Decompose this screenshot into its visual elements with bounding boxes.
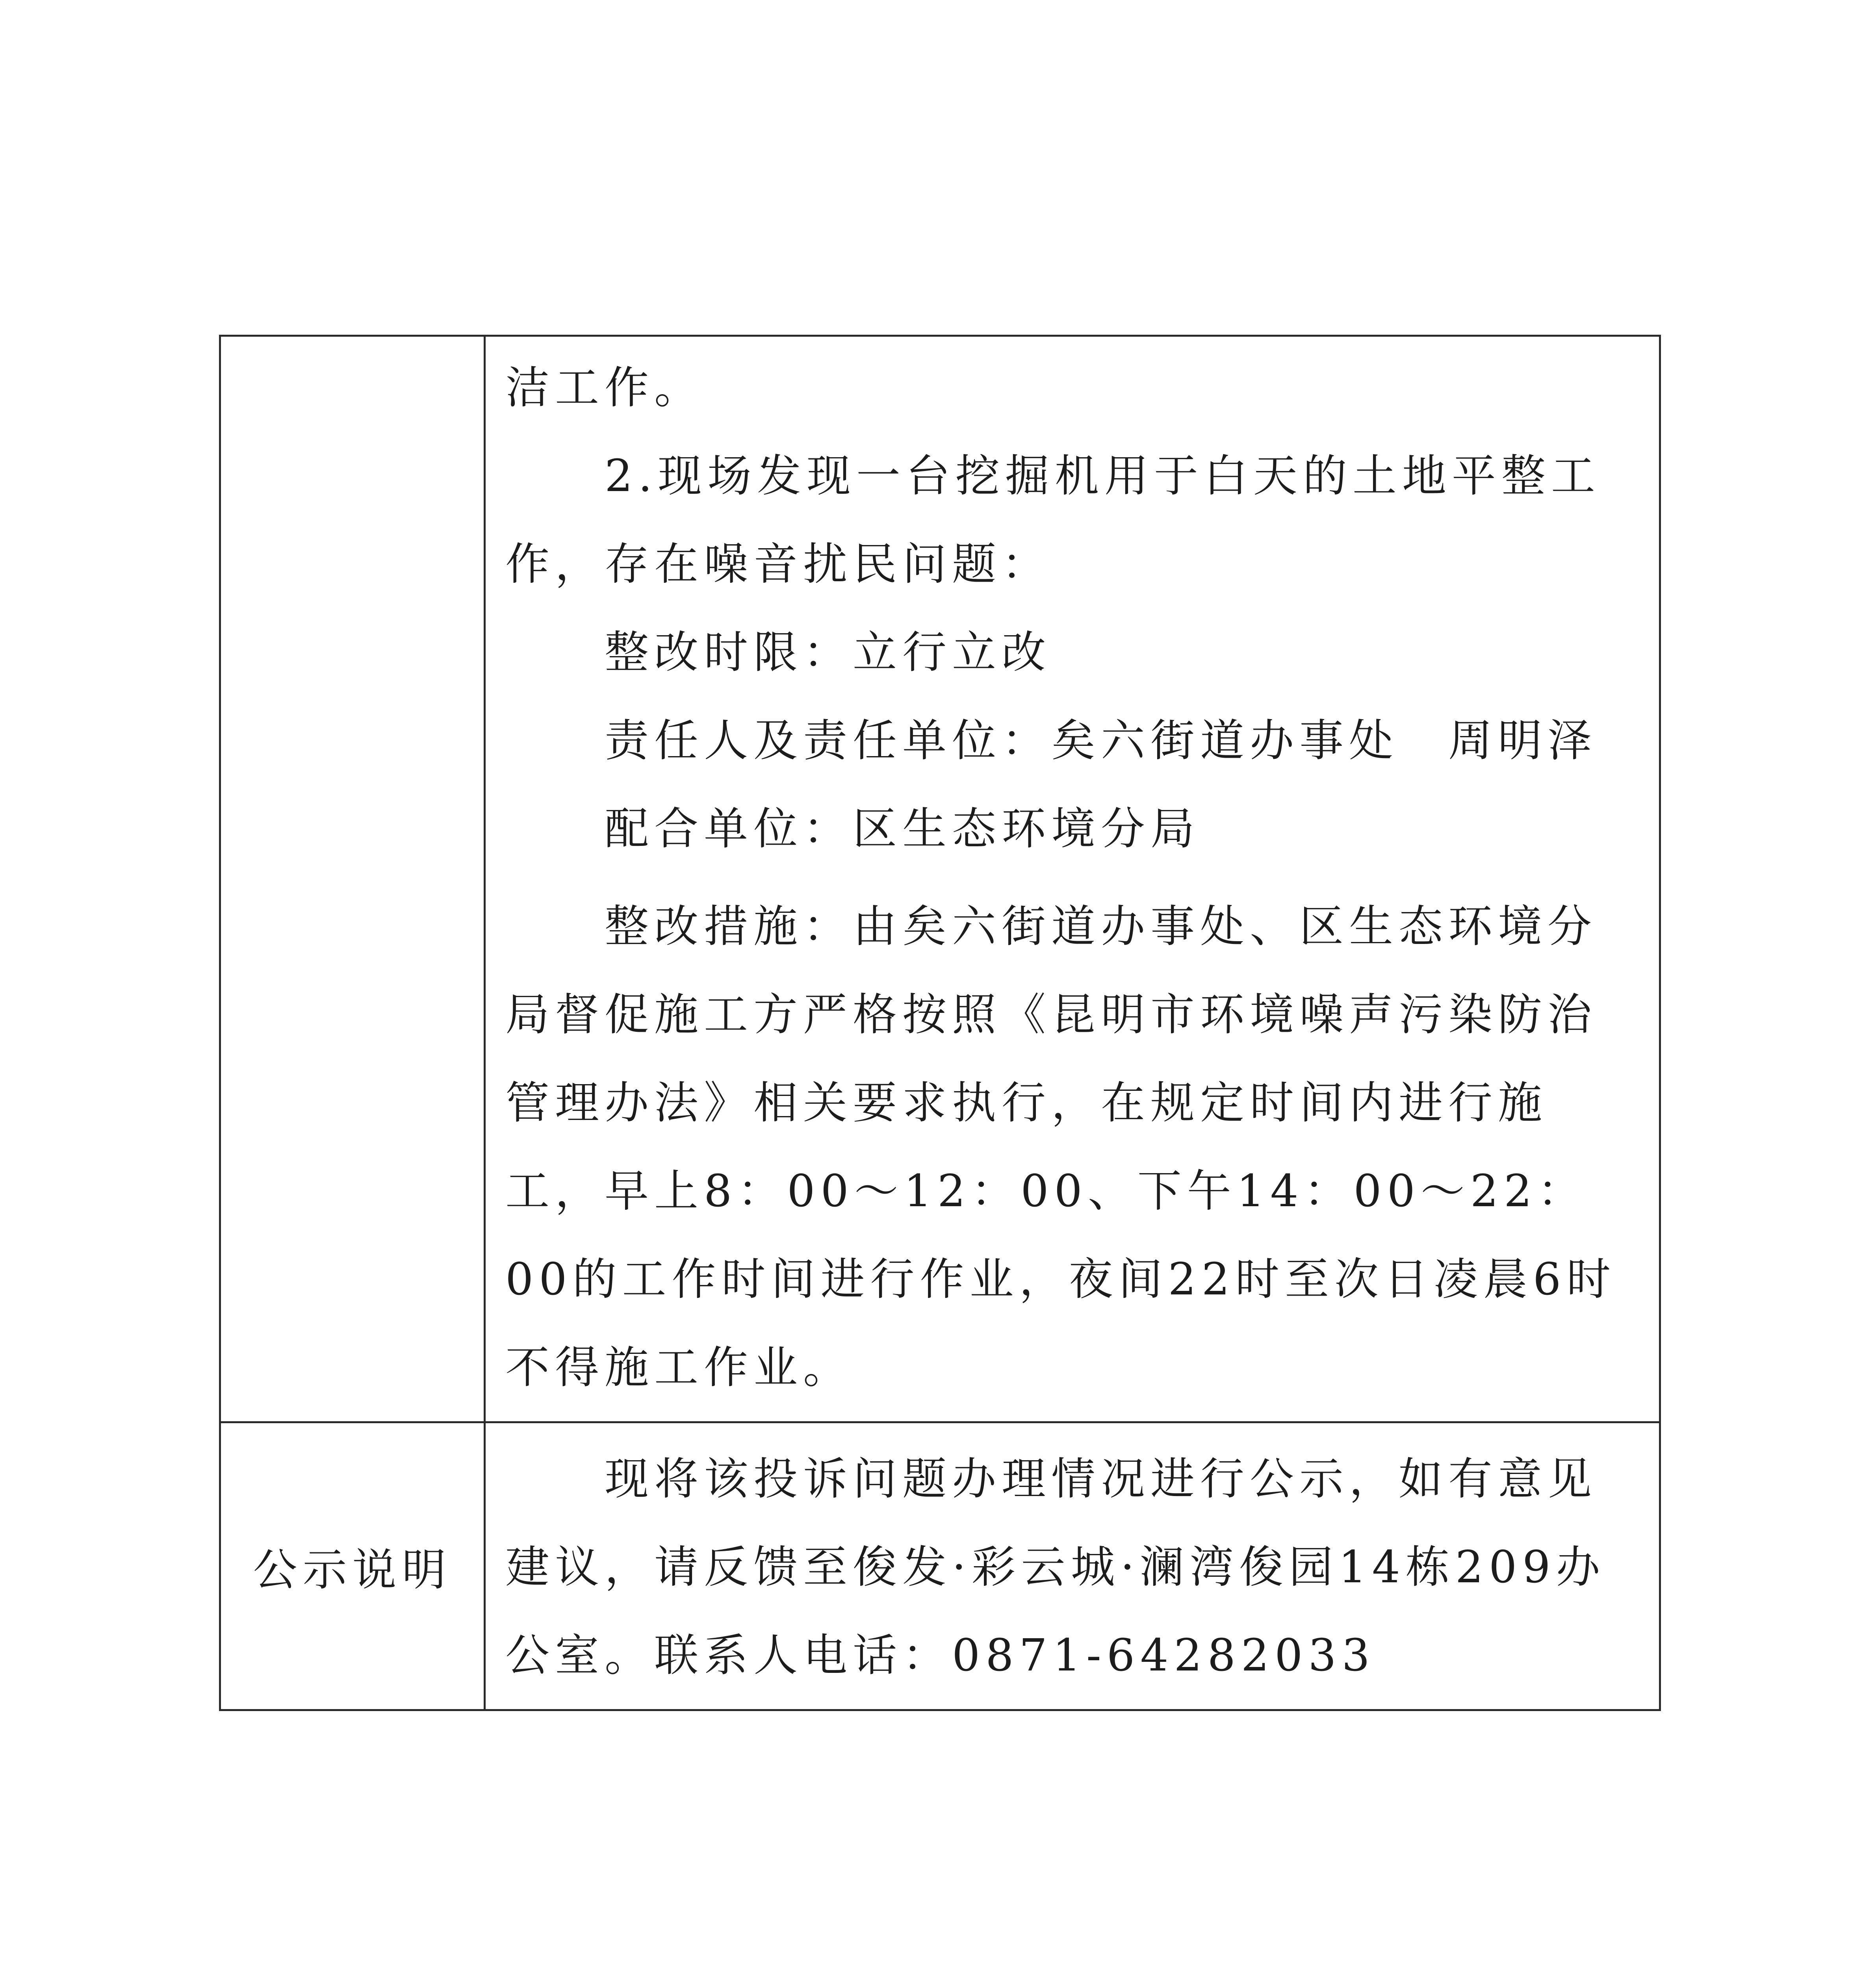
row-content-cell: [485, 336, 1660, 1422]
row-label: 公示说明: [253, 1544, 452, 1596]
table-row: [220, 1422, 1660, 1710]
row-content-cell: [485, 1422, 1660, 1710]
table-row: [220, 336, 1660, 1422]
row-label-cell: [220, 1422, 485, 1710]
cooperating-unit: 配合单位：区生态环境分局: [605, 803, 1200, 855]
content-paragraph: 洁工作。: [505, 362, 704, 413]
notice-table: [219, 335, 1661, 1711]
responsible-unit: 责任人及责任单位：矣六街道办事处 周明泽: [605, 715, 1597, 766]
public-notice-text: 现将该投诉问题办理情况进行公示，如有意见建议，请反馈至俊发·彩云城·澜湾俊园14栋209办公室。联系人电话：0871-64282033: [505, 1454, 1606, 1681]
content-paragraph: 2.现场发现一台挖掘机用于白天的土地平整工作，存在噪音扰民问题：: [505, 451, 1601, 590]
rectification-deadline: 整改时限：立行立改: [605, 627, 1051, 678]
rectification-measures: 整改措施：由矣六街道办事处、区生态环境分局督促施工方严格按照《昆明市环境噪声污染防治管理办法》相关要求执行，在规定时间内进行施工，早上8：00～12：00、下午14：00～22：00的工作时间进行作业，夜间22时至次日凌晨6时不得施工作业。: [505, 901, 1616, 1393]
row-label-cell: [220, 336, 485, 1422]
